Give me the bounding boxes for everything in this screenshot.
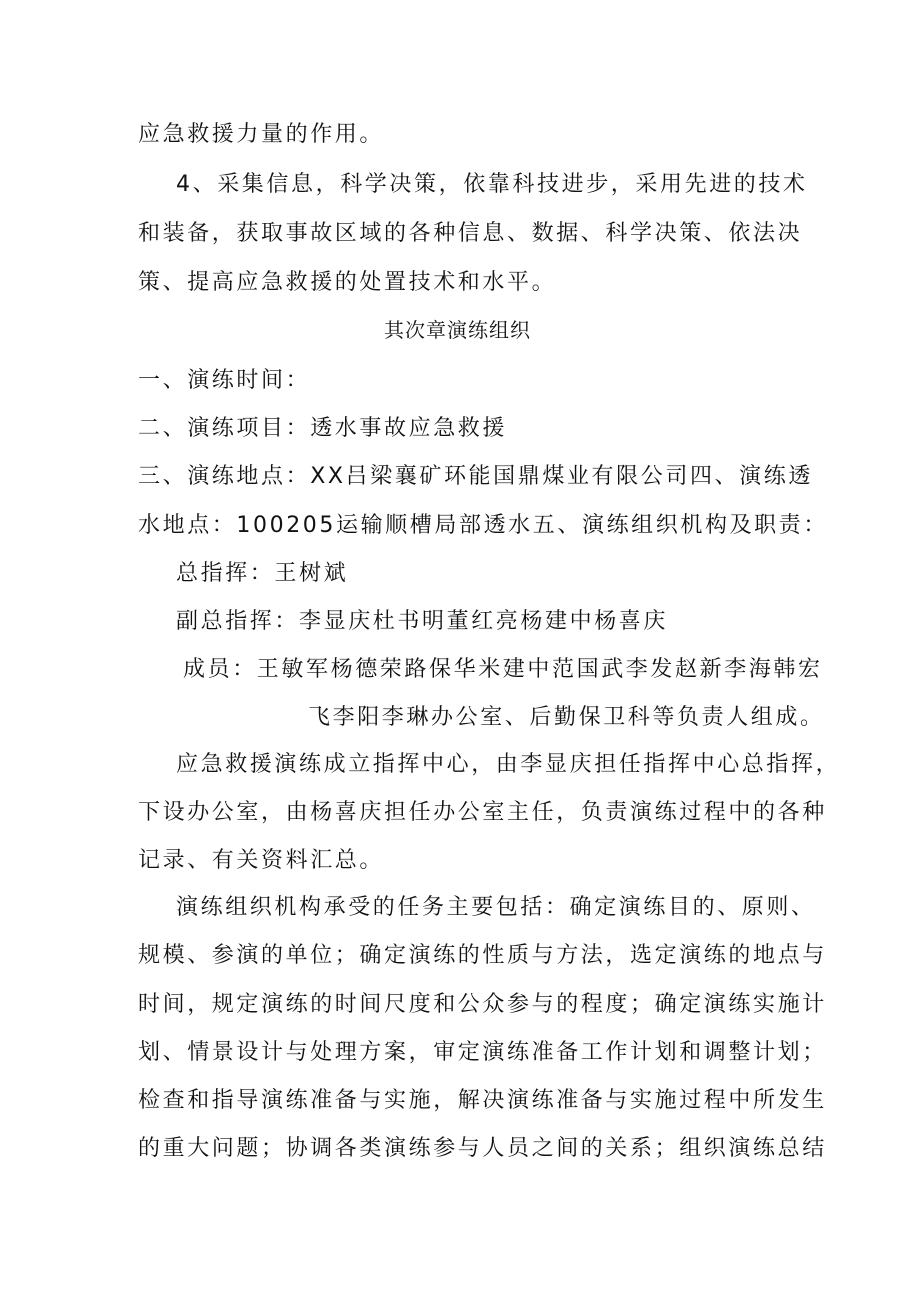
paragraph-2-line-3: 策、提高应急救援的处置技术和水平。 [138,270,557,295]
paragraph-4-line-5: 检查和指导演练准备与实施，解决演练准备与实施过程中所发生 [138,1088,827,1113]
paragraph-4-line-1: 演练组织机构承受的任务主要包括：确定演练目的、原则、 [176,895,816,920]
paragraph-1-line-1: 应急救援力量的作用。 [138,122,385,147]
paragraph-3-line-2: 下设办公室，由杨喜庆担任办公室主任，负责演练过程中的各种 [138,800,827,825]
item-drill-project: 二、演练项目：透水事故应急救援 [138,416,508,441]
item-drill-time: 一、演练时间： [138,368,311,393]
org-commander: 总指挥：王树斌 [176,561,349,586]
paragraph-2-line-1: 4、采集信息，科学决策，依靠科技进步，采用先进的技术 [176,172,808,197]
chapter-title: 其次章演练组织 [384,318,531,342]
paragraph-3-line-1: 应急救援演练成立指挥中心，由李显庆担任指挥中心总指挥， [176,752,841,777]
org-members-line-2: 飞李阳李琳办公室、后勤保卫科等负责人组成。 [308,705,825,730]
item-drill-location-line-2: 水地点：100205运输顺槽局部透水五、演练组织机构及职责： [138,513,828,538]
paragraph-3-line-3: 记录、有关资料汇总。 [138,848,385,873]
org-members-line-1: 成员：王敏军杨德荣路保华米建中范国武李发赵新李海韩宏 [183,657,823,682]
paragraph-4-line-6: 的重大问题；协调各类演练参与人员之间的关系；组织演练总结 [138,1136,827,1161]
paragraph-2-line-2: 和装备，获取事故区域的各种信息、数据、科学决策、依法决 [138,221,803,246]
item-drill-location-line-1: 三、演练地点：XX吕梁襄矿环能国鼎煤业有限公司四、演练透 [138,464,813,489]
paragraph-4-line-4: 划、情景设计与处理方案，审定演练准备工作计划和调整计划； [138,1040,827,1065]
org-deputy-commander: 副总指挥：李显庆杜书明董红亮杨建中杨喜庆 [176,609,669,634]
paragraph-4-line-3: 时间，规定演练的时间尺度和公众参与的程度；确定演练实施计 [138,992,827,1017]
paragraph-4-line-2: 规模、参演的单位；确定演练的性质与方法，选定演练的地点与 [138,943,827,968]
